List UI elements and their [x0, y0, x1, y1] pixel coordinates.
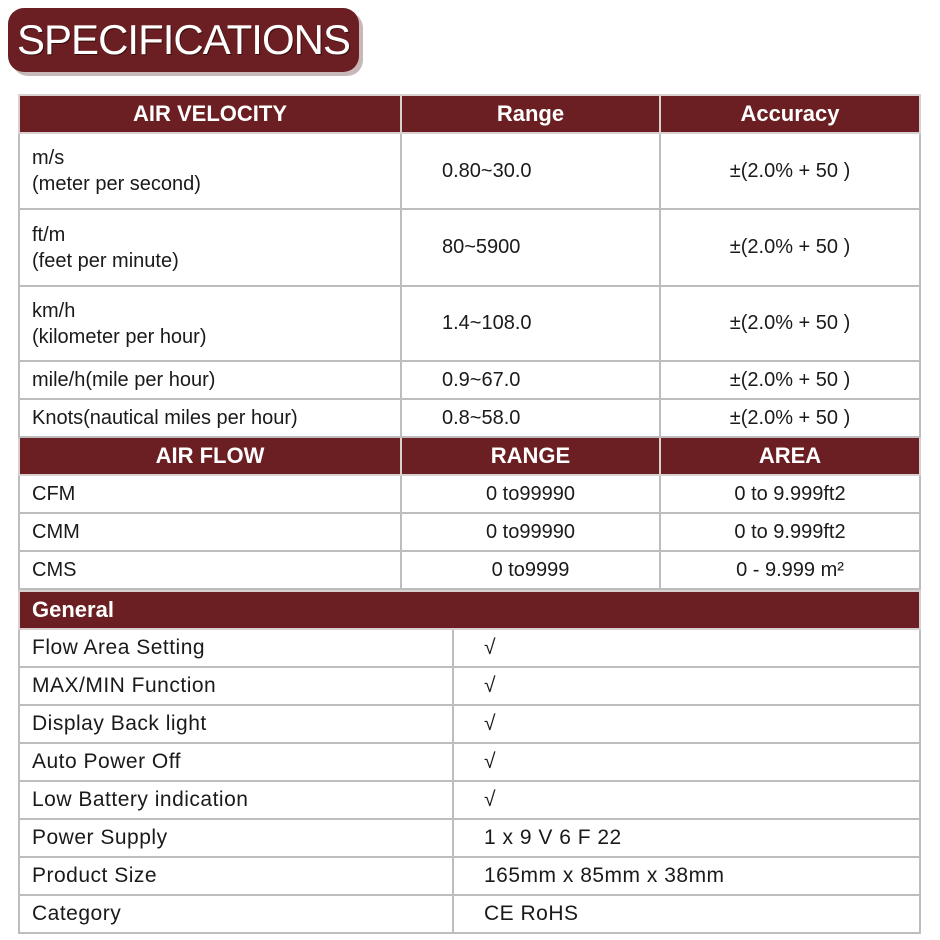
- general-row: [19, 667, 920, 705]
- velocity-range: 80~5900: [401, 209, 660, 286]
- velocity-header-range: Range: [401, 95, 660, 133]
- general-row: [19, 705, 920, 743]
- velocity-accuracy: ±(2.0% + 50 ): [660, 286, 920, 361]
- velocity-unit-cell: [19, 209, 401, 286]
- velocity-row: [19, 286, 920, 361]
- general-label: Category: [19, 895, 453, 933]
- general-label: Display Back light: [19, 705, 453, 743]
- velocity-unit: m/s: [32, 147, 65, 169]
- velocity-unit-desc: (meter per second): [32, 173, 201, 195]
- general-row: [19, 857, 920, 895]
- general-row: [19, 781, 920, 819]
- velocity-accuracy: ±(2.0% + 50 ): [660, 133, 920, 209]
- flow-area: 0 - 9.999 m²: [660, 551, 920, 589]
- velocity-header-accuracy: Accuracy: [660, 95, 920, 133]
- checkmark-icon: √: [453, 667, 920, 705]
- flow-area: 0 to 9.999ft2: [660, 475, 920, 513]
- velocity-accuracy: ±(2.0% + 50 ): [660, 399, 920, 437]
- page-title: SPECIFICATIONS: [8, 8, 359, 72]
- velocity-row: [19, 133, 920, 209]
- velocity-row: [19, 361, 920, 399]
- general-label: Low Battery indication: [19, 781, 453, 819]
- velocity-unit: mile/h(mile per hour): [19, 361, 401, 399]
- general-label: Flow Area Setting: [19, 629, 453, 667]
- flow-row: [19, 551, 920, 589]
- velocity-unit-cell: [19, 286, 401, 361]
- general-row: [19, 819, 920, 857]
- velocity-unit-desc: (kilometer per hour): [32, 325, 207, 348]
- velocity-row: [19, 399, 920, 437]
- checkmark-icon: √: [453, 705, 920, 743]
- general-row: [19, 895, 920, 933]
- flow-unit: CMS: [19, 551, 401, 589]
- flow-range: 0 to99990: [401, 513, 660, 551]
- velocity-range: 0.9~67.0: [401, 361, 660, 399]
- flow-header-name: AIR FLOW: [19, 437, 401, 475]
- velocity-accuracy: ±(2.0% + 50 ): [660, 361, 920, 399]
- velocity-header-row: [19, 95, 920, 133]
- flow-range: 0 to99990: [401, 475, 660, 513]
- checkmark-icon: √: [453, 781, 920, 819]
- flow-unit: CMM: [19, 513, 401, 551]
- flow-area: 0 to 9.999ft2: [660, 513, 920, 551]
- flow-header-row: [19, 437, 920, 475]
- velocity-range: 0.80~30.0: [401, 133, 660, 209]
- velocity-flow-table: [18, 94, 921, 590]
- velocity-unit-desc: (feet per minute): [32, 249, 179, 272]
- velocity-header-name: AIR VELOCITY: [19, 95, 401, 133]
- general-value: 165mm x 85mm x 38mm: [453, 857, 920, 895]
- velocity-range: 1.4~108.0: [401, 286, 660, 361]
- velocity-row: [19, 209, 920, 286]
- spec-sheet: [18, 94, 919, 934]
- general-table: [18, 590, 921, 934]
- flow-header-range: RANGE: [401, 437, 660, 475]
- flow-row: [19, 513, 920, 551]
- velocity-unit: Knots(nautical miles per hour): [19, 399, 401, 437]
- general-label: Auto Power Off: [19, 743, 453, 781]
- flow-header-area: AREA: [660, 437, 920, 475]
- flow-range: 0 to9999: [401, 551, 660, 589]
- velocity-range: 0.8~58.0: [401, 399, 660, 437]
- general-label: Product Size: [19, 857, 453, 895]
- velocity-accuracy: ±(2.0% + 50 ): [660, 209, 920, 286]
- general-value: 1 x 9 V 6 F 22: [453, 819, 920, 857]
- checkmark-icon: √: [453, 743, 920, 781]
- general-header: General: [19, 591, 920, 629]
- general-label: Power Supply: [19, 819, 453, 857]
- velocity-unit: km/h: [32, 299, 76, 322]
- general-value: CE RoHS: [453, 895, 920, 933]
- velocity-unit: ft/m: [32, 223, 66, 246]
- checkmark-icon: √: [453, 629, 920, 667]
- general-label: MAX/MIN Function: [19, 667, 453, 705]
- flow-row: [19, 475, 920, 513]
- general-row: [19, 629, 920, 667]
- flow-unit: CFM: [19, 475, 401, 513]
- velocity-unit-cell: [19, 133, 401, 209]
- general-row: [19, 743, 920, 781]
